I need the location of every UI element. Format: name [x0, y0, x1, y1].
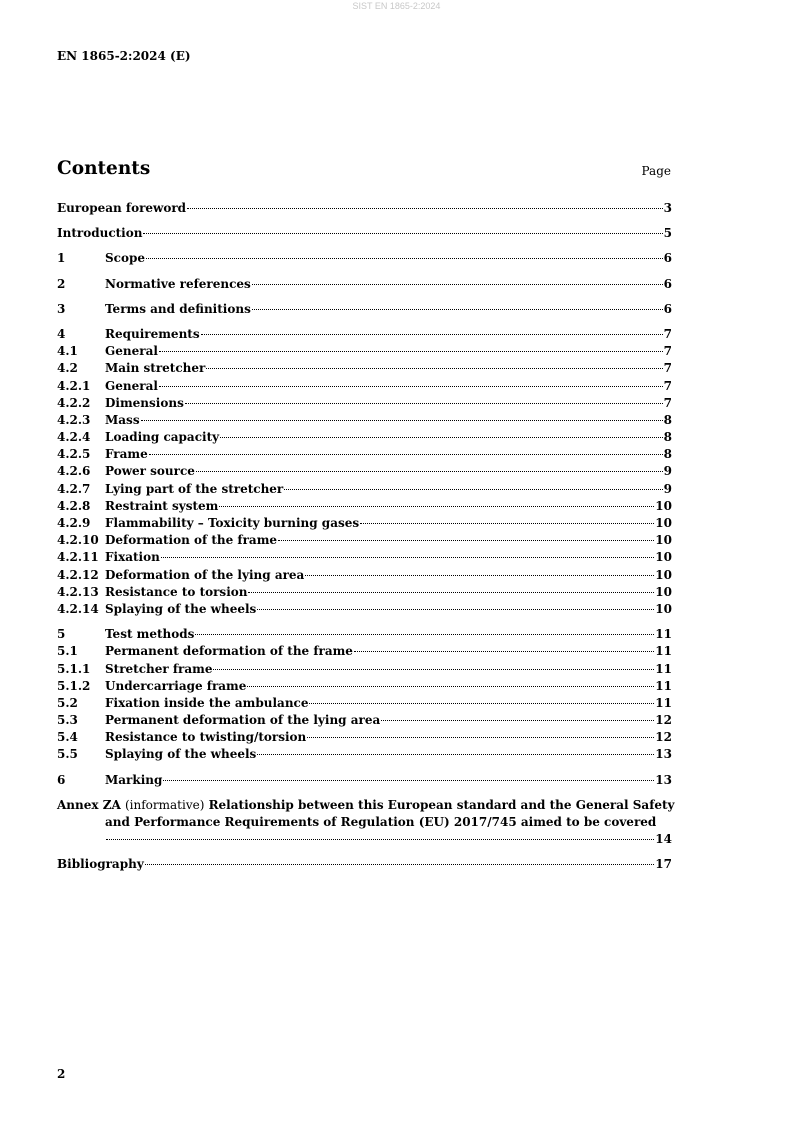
toc-entry-title: Splaying of the wheels	[105, 747, 257, 762]
toc-entry-page: 8	[663, 447, 672, 462]
toc-entry-page: 11	[655, 678, 672, 693]
bibliography-title: Bibliography	[57, 856, 144, 871]
dot-leader	[219, 506, 654, 507]
dot-leader	[309, 703, 654, 704]
toc-entry[interactable]	[57, 276, 672, 293]
toc-entry-number: 4.2.12	[57, 567, 99, 582]
toc-entry[interactable]	[57, 225, 672, 242]
toc-entry-title: Permanent deformation of the lying area	[105, 713, 381, 728]
toc-entry[interactable]	[57, 772, 672, 789]
dot-leader	[213, 669, 654, 670]
toc-entry-number: 5.3	[57, 713, 78, 728]
toc-entry-page: 6	[663, 276, 672, 291]
toc-entry-page: 11	[655, 644, 672, 659]
toc-entry-page: 10	[655, 584, 672, 599]
toc-entry-number: 2	[57, 276, 66, 291]
toc-entry-number: 4.2.5	[57, 447, 91, 462]
toc-entry[interactable]	[57, 200, 672, 217]
toc-entry-number: 5.2	[57, 695, 78, 710]
dot-leader	[163, 780, 654, 781]
dot-leader	[141, 420, 663, 421]
toc-entry-title: Mass	[105, 412, 140, 427]
toc-entry-page: 7	[663, 395, 672, 410]
toc-entry[interactable]	[57, 429, 672, 446]
dot-leader	[278, 540, 654, 541]
toc-entry[interactable]	[57, 601, 672, 618]
toc-entries	[57, 200, 672, 789]
dot-leader	[284, 489, 662, 490]
toc-entry[interactable]	[57, 695, 672, 712]
annex-page: 14	[655, 831, 672, 846]
dot-leader	[206, 368, 662, 369]
dot-leader	[252, 309, 663, 310]
dot-leader	[220, 437, 663, 438]
page-number: 2	[57, 1067, 66, 1081]
toc-entry-number: 5.5	[57, 747, 78, 762]
toc-entry-title: Test methods	[105, 627, 195, 642]
dot-leader	[252, 284, 663, 285]
toc-entry[interactable]	[57, 301, 672, 318]
toc-entry-number: 4.2.11	[57, 550, 99, 565]
toc-entry[interactable]	[57, 498, 672, 515]
toc-entry-number: 4.2.8	[57, 498, 91, 513]
toc-entry-title: Stretcher frame	[105, 661, 213, 676]
toc-entry-page: 7	[663, 378, 672, 393]
toc-entry-page: 8	[663, 412, 672, 427]
toc-entry-title: Fixation	[105, 550, 160, 565]
toc-entry[interactable]	[57, 567, 672, 584]
toc-entry[interactable]	[57, 343, 672, 360]
dot-leader	[305, 575, 654, 576]
toc-annex-entry[interactable]	[57, 797, 675, 848]
dot-leader	[187, 208, 663, 209]
toc-entry[interactable]	[57, 678, 672, 695]
toc-entry-number: 4.2	[57, 361, 78, 376]
toc-entry[interactable]	[57, 360, 672, 377]
dot-leader	[143, 233, 662, 234]
dot-leader	[360, 523, 654, 524]
toc-entry-number: 4.2.13	[57, 584, 99, 599]
dot-leader	[307, 737, 654, 738]
toc-bibliography-entry[interactable]	[57, 856, 672, 873]
toc-entry-page: 11	[655, 627, 672, 642]
annex-informative: (informative)	[124, 797, 205, 812]
dot-leader	[159, 351, 663, 352]
toc-entry[interactable]	[57, 395, 672, 412]
toc-entry[interactable]	[57, 584, 672, 601]
toc-entry-page: 11	[655, 695, 672, 710]
bibliography-page: 17	[655, 856, 672, 871]
contents-heading: Contents	[57, 158, 151, 179]
toc-entry[interactable]	[57, 643, 672, 660]
toc-entry[interactable]	[57, 446, 672, 463]
toc-entry-title: Main stretcher	[105, 361, 206, 376]
toc-entry-page: 9	[663, 464, 672, 479]
toc-entry-title: Power source	[105, 464, 195, 479]
toc-entry-page: 11	[655, 661, 672, 676]
dot-leader	[201, 334, 663, 335]
toc-entry-page: 7	[663, 361, 672, 376]
table-of-contents	[57, 200, 675, 873]
toc-entry-page: 10	[655, 567, 672, 582]
toc-entry-title: Scope	[105, 251, 146, 266]
toc-entry[interactable]	[57, 532, 672, 549]
toc-entry[interactable]	[57, 412, 672, 429]
toc-entry-number: 4.2.1	[57, 378, 91, 393]
toc-entry-number: 4.2.14	[57, 601, 99, 616]
dot-leader	[185, 403, 663, 404]
annex-title-line1: Relationship between this European standard and the General Safety	[208, 797, 675, 812]
toc-entry-title: Resistance to torsion	[105, 584, 248, 599]
toc-entry[interactable]	[57, 626, 672, 643]
toc-entry-page: 10	[655, 516, 672, 530]
toc-entry-page: 3	[663, 201, 672, 215]
dot-leader	[257, 754, 654, 755]
toc-entry[interactable]	[57, 378, 672, 395]
toc-entry-title: European foreword	[57, 201, 187, 215]
dot-leader	[149, 454, 663, 455]
toc-entry-page: 13	[655, 747, 672, 762]
toc-entry-title: Permanent deformation of the frame	[105, 644, 353, 659]
toc-entry-title: Deformation of the lying area	[105, 567, 305, 582]
toc-entry[interactable]	[57, 712, 672, 729]
toc-entry-page: 10	[655, 498, 672, 513]
toc-entry-number: 4.2.2	[57, 395, 91, 410]
toc-entry-number: 4.2.6	[57, 464, 91, 479]
toc-entry-title: Restraint system	[105, 498, 219, 513]
dot-leader	[196, 471, 663, 472]
toc-entry[interactable]	[57, 549, 672, 566]
toc-entry-title: Loading capacity	[105, 430, 220, 445]
toc-entry-page: 12	[655, 730, 672, 745]
toc-entry-title: Deformation of the frame	[105, 533, 278, 548]
dot-leader	[145, 864, 655, 865]
toc-entry[interactable]	[57, 326, 672, 343]
toc-entry-title: Normative references	[105, 276, 251, 291]
toc-entry-title: Terms and definitions	[105, 301, 251, 316]
toc-entry-title: General	[105, 344, 158, 359]
dot-leader	[381, 720, 654, 721]
toc-entry-number: 4.1	[57, 344, 78, 359]
dot-leader	[195, 634, 654, 635]
toc-entry-title: Frame	[105, 447, 148, 462]
dot-leader	[354, 651, 654, 652]
dot-leader	[146, 258, 663, 259]
toc-entry-number: 5.1.2	[57, 678, 91, 693]
toc-entry-page: 7	[663, 326, 672, 341]
toc-entry-page: 5	[663, 226, 672, 241]
toc-entry-number: 4.2.10	[57, 533, 99, 548]
annex-title-line2: and Performance Requirements of Regulation (EU) 2017/745 aimed to be covered	[105, 814, 657, 829]
toc-entry-page: 6	[663, 301, 672, 316]
dot-leader	[159, 386, 663, 387]
toc-entry-number: 4.2.9	[57, 516, 91, 530]
toc-entry-title: Requirements	[105, 326, 200, 341]
toc-entry[interactable]	[57, 515, 672, 532]
toc-entry-page: 10	[655, 533, 672, 548]
toc-entry-number: 4.2.3	[57, 412, 91, 427]
toc-entry-number: 4.2.4	[57, 430, 91, 445]
toc-entry-title: Introduction	[57, 226, 143, 241]
toc-entry-title: Fixation inside the ambulance	[105, 695, 309, 710]
toc-entry-title: Lying part of the stretcher	[105, 481, 284, 496]
toc-entry-page: 12	[655, 713, 672, 728]
dot-leader	[247, 686, 654, 687]
toc-entry-page: 6	[663, 251, 672, 266]
toc-entry-title: Undercarriage frame	[105, 678, 247, 693]
dot-leader	[161, 557, 654, 558]
toc-entry-page: 9	[663, 481, 672, 496]
toc-entry[interactable]	[57, 463, 672, 480]
page-column-label: Page	[641, 164, 671, 178]
toc-entry-number: 3	[57, 301, 66, 316]
dot-leader	[106, 839, 654, 840]
toc-entry[interactable]	[57, 661, 672, 678]
toc-entry-page: 10	[655, 550, 672, 565]
toc-entry[interactable]	[57, 250, 672, 267]
toc-entry-title: Dimensions	[105, 395, 184, 410]
watermark: SIST EN 1865-2:2024	[352, 1, 441, 11]
toc-entry-page: 13	[655, 772, 672, 787]
toc-entry-number: 1	[57, 251, 66, 266]
dot-leader	[257, 609, 654, 610]
toc-entry-title: Flammability – Toxicity burning gases	[105, 516, 360, 530]
toc-entry-number: 4.2.7	[57, 481, 91, 496]
toc-entry-title: Resistance to twisting/torsion	[105, 730, 307, 745]
annex-label: Annex ZA	[57, 797, 121, 812]
toc-entry[interactable]	[57, 729, 672, 746]
toc-entry-number: 5.4	[57, 730, 78, 745]
toc-entry-title: General	[105, 378, 158, 393]
toc-entry-page: 10	[655, 601, 672, 616]
dot-leader	[248, 592, 654, 593]
toc-entry-number: 6	[57, 772, 66, 787]
toc-entry-number: 5.1.1	[57, 661, 91, 676]
toc-entry-number: 5	[57, 627, 66, 642]
toc-entry-title: Splaying of the wheels	[105, 601, 257, 616]
toc-entry-page: 7	[663, 344, 672, 359]
toc-entry-number: 4	[57, 326, 66, 341]
document-identifier: EN 1865-2:2024 (E)	[57, 49, 191, 63]
toc-entry[interactable]	[57, 481, 672, 498]
toc-entry[interactable]	[57, 746, 672, 763]
toc-entry-page: 8	[663, 430, 672, 445]
toc-entry-title: Marking	[105, 772, 163, 787]
toc-entry-number: 5.1	[57, 644, 78, 659]
